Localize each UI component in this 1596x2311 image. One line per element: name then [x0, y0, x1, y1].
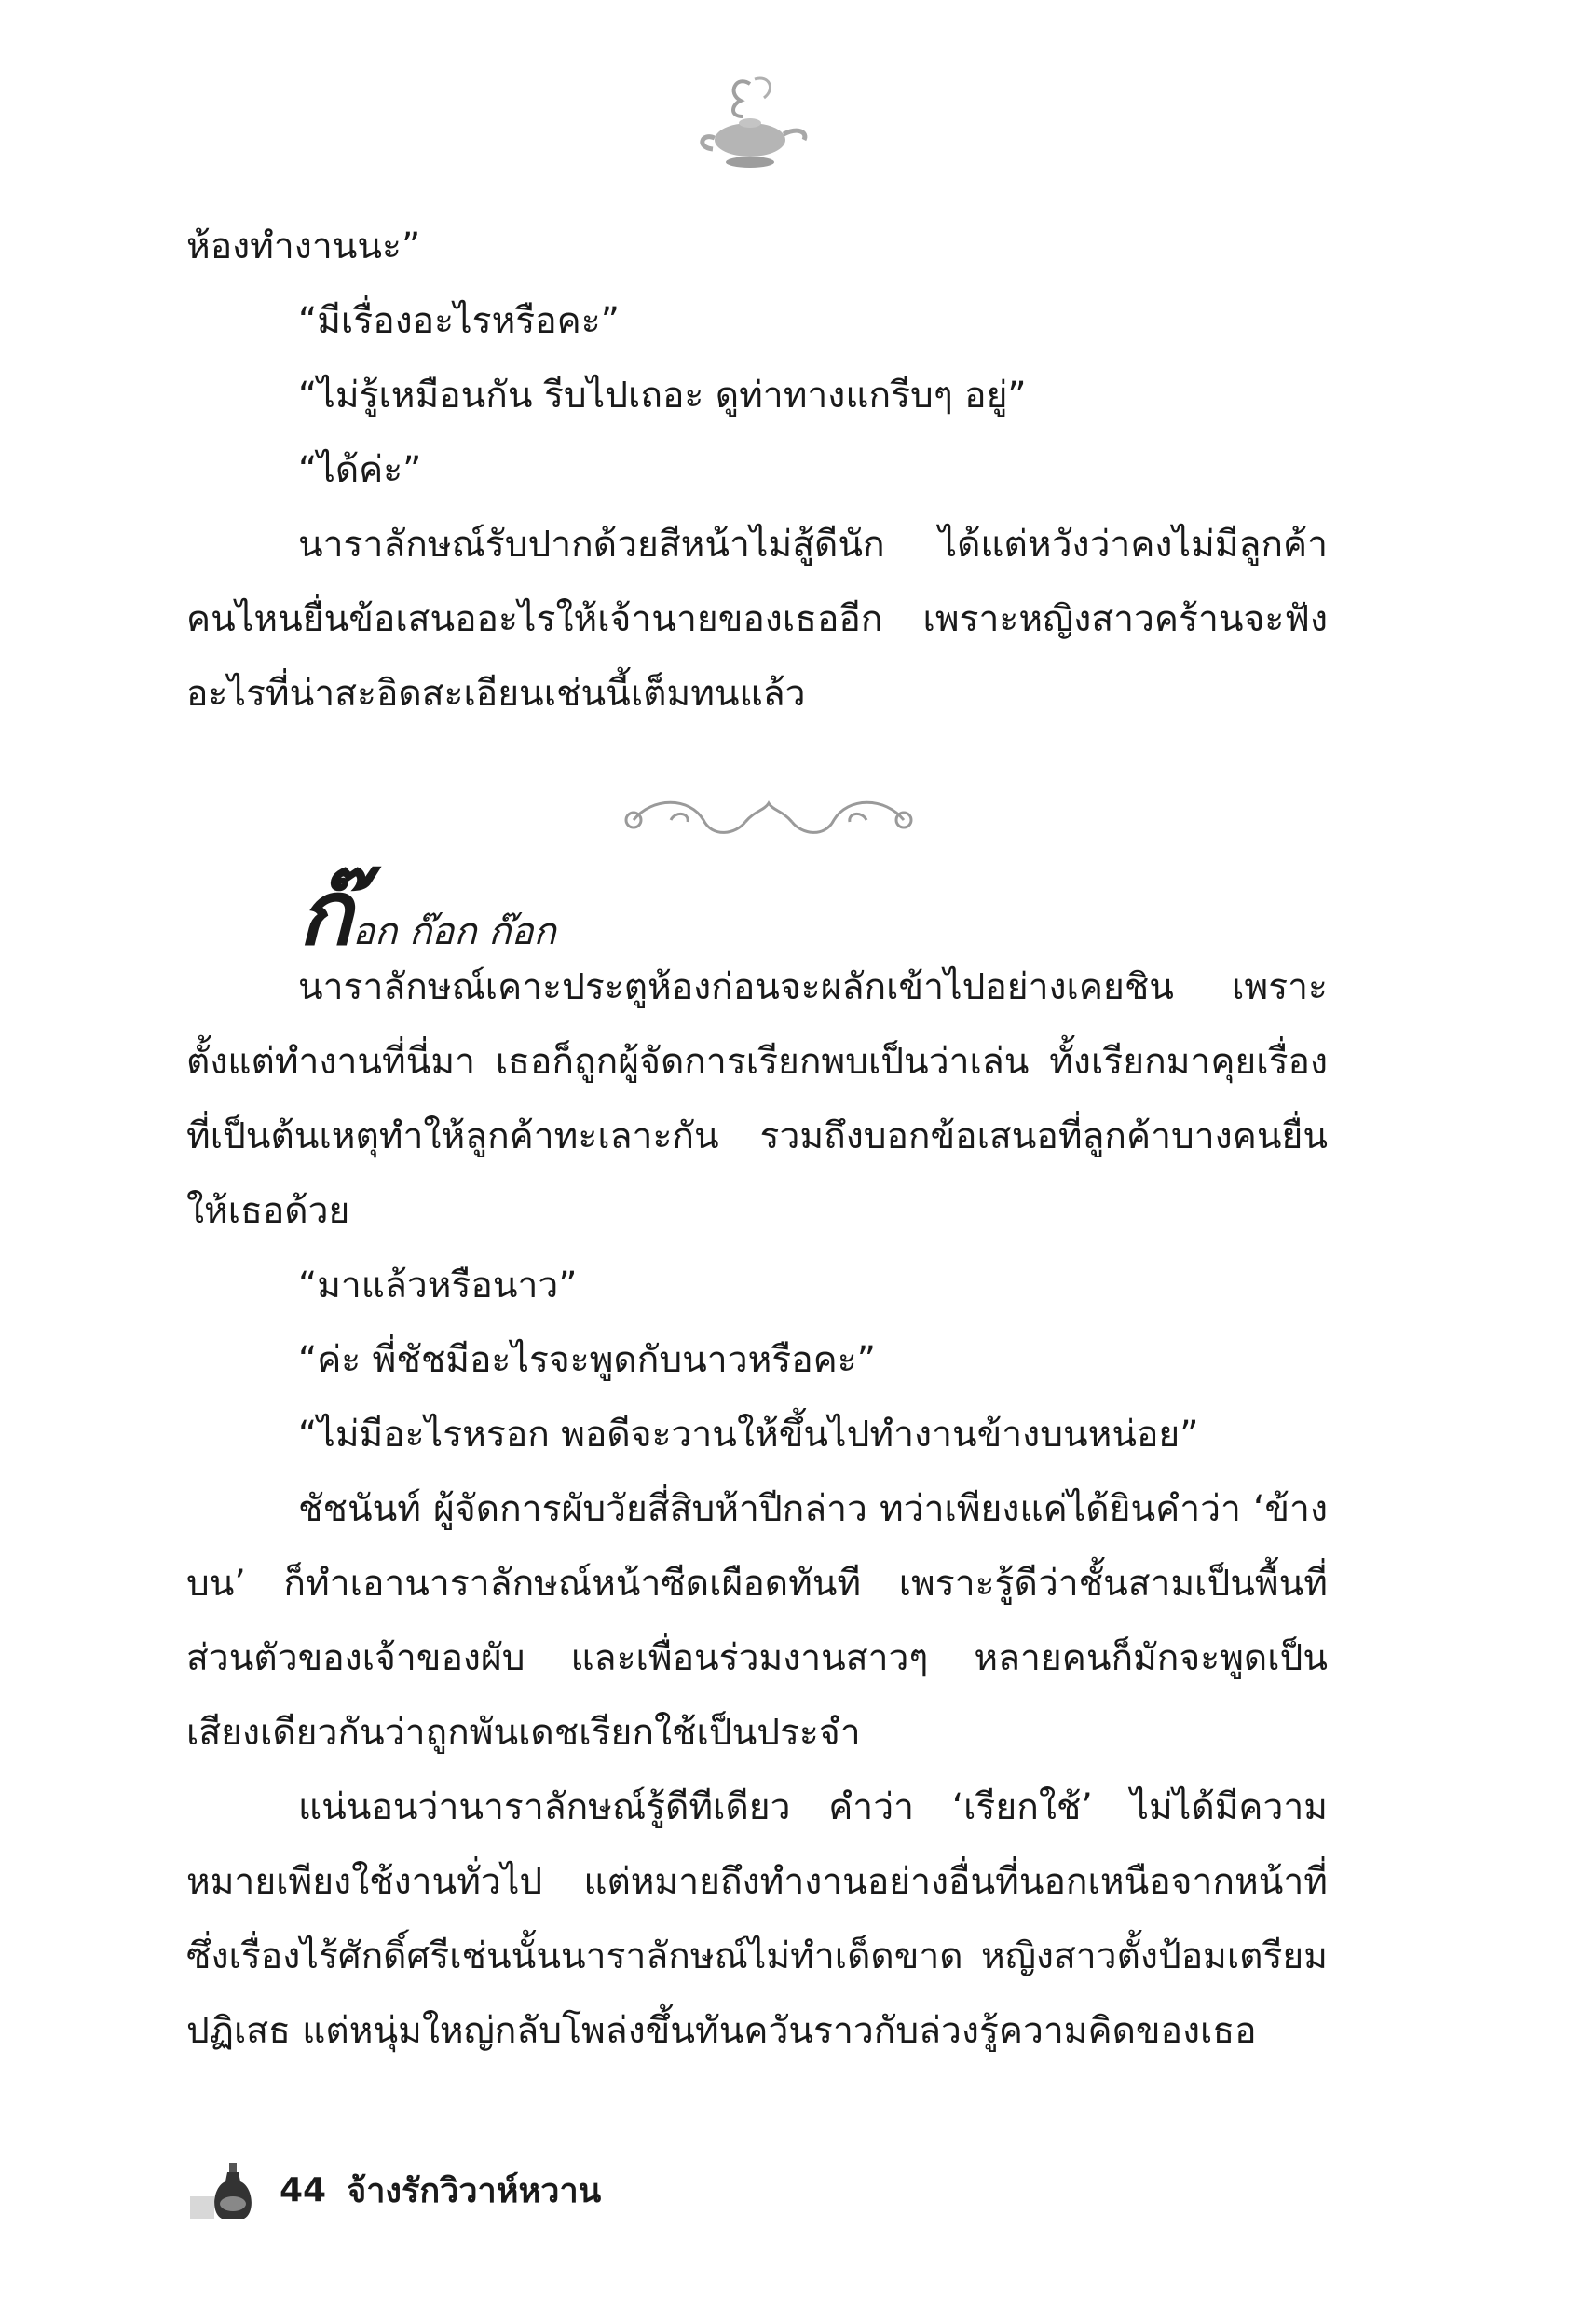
- paragraph: ชัชนันท์ ผู้จัดการผับวัยสี่สิบห้าปีกล่าว ทว่าเพียงแค่ได้ยินคำว่า ‘ข้างบน’ ก็ทำเอานาราลักษณ์หน้าซีดเผือดทันที เพราะรู้ดีว่าชั้นสามเป็นพื้นที่ส่วนตัวของเจ้าของผับ และเพื่อนร่วมงานสาวๆ หลายคนก็มักจะพูดเป็นเสียงเดียวกันว่าถูกพันเดชเรียกใช้เป็นประจำ: [186, 1488, 1328, 1754]
- chapter-opening: [298, 862, 556, 964]
- paragraph: ห้องทำงานนะ”: [186, 226, 421, 267]
- paragraph: นาราลักษณ์รับปากด้วยสีหน้าไม่สู้ดีนัก ได้แต่หวังว่าคงไม่มีลูกค้าคนไหนยื่นข้อเสนออะไรให้เจ้านายของเธออีก เพราะหญิงสาวคร้านจะฟังอะไรที่น่าสะอิดสะเอียนเช่นนี้เต็มทนแล้ว: [186, 524, 1328, 715]
- paragraph: “มีเรื่องอะไรหรือคะ”: [298, 300, 620, 342]
- page-footer: [186, 2153, 601, 2227]
- drop-cap: ก๊: [298, 860, 353, 965]
- paragraph: แน่นอนว่านาราลักษณ์รู้ดีทีเดียว คำว่า ‘เรียกใช้’ ไม่ได้มีความหมายเพียงใช้งานทั่วไป แต่หมายถึงทำงานอย่างอื่นที่นอกเหนือจากหน้าที่ ซึ่งเรื่องไร้ศักดิ์ศรีเช่นนั้นนาราลักษณ์ไม่ทำเด็ดขาด หญิงสาวตั้งป้อมเตรียมปฏิเสธ แต่หนุ่มใหญ่กลับโพล่งขึ้นทันควันราวกับล่วงรู้ความคิดของเธอ: [186, 1786, 1328, 2052]
- paragraph: “ค่ะ พี่ชัชมีอะไรจะพูดกับนาวหรือคะ”: [298, 1339, 876, 1381]
- paragraph: “มาแล้วหรือนาว”: [298, 1265, 578, 1306]
- paragraph: “ไม่รู้เหมือนกัน รีบไปเถอะ ดูท่าทางแกรีบๆ อยู่”: [298, 375, 1027, 417]
- opening-text: อก ก๊อก ก๊อก: [352, 910, 556, 953]
- genie-lamp-icon: [685, 65, 815, 177]
- text-block-top: [186, 210, 1328, 732]
- text-block-bottom: [186, 950, 1328, 2069]
- flourish-divider-icon: [615, 792, 922, 848]
- paragraph: นาราลักษณ์เคาะประตูห้องก่อนจะผลักเข้าไปอย่างเคยชิน เพราะตั้งแต่ทำงานที่นี่มา เธอก็ถูกผู้จัดการเรียกพบเป็นว่าเล่น ทั้งเรียกมาคุยเรื่องที่เป็นต้นเหตุทำให้ลูกค้าทะเลาะกัน รวมถึงบอกข้อเสนอที่ลูกค้าบางคนยื่นให้เธอด้วย: [186, 966, 1328, 1232]
- paragraph: “ไม่มีอะไรหรอก พอดีจะวานให้ขึ้นไปทำงานข้างบนหน่อย”: [298, 1414, 1199, 1456]
- paragraph: “ได้ค่ะ”: [298, 449, 422, 491]
- bottle-icon: [186, 2157, 261, 2222]
- book-title: จ้างรักวิวาห์หวาน: [347, 2171, 602, 2210]
- page-number: 44: [280, 2170, 327, 2209]
